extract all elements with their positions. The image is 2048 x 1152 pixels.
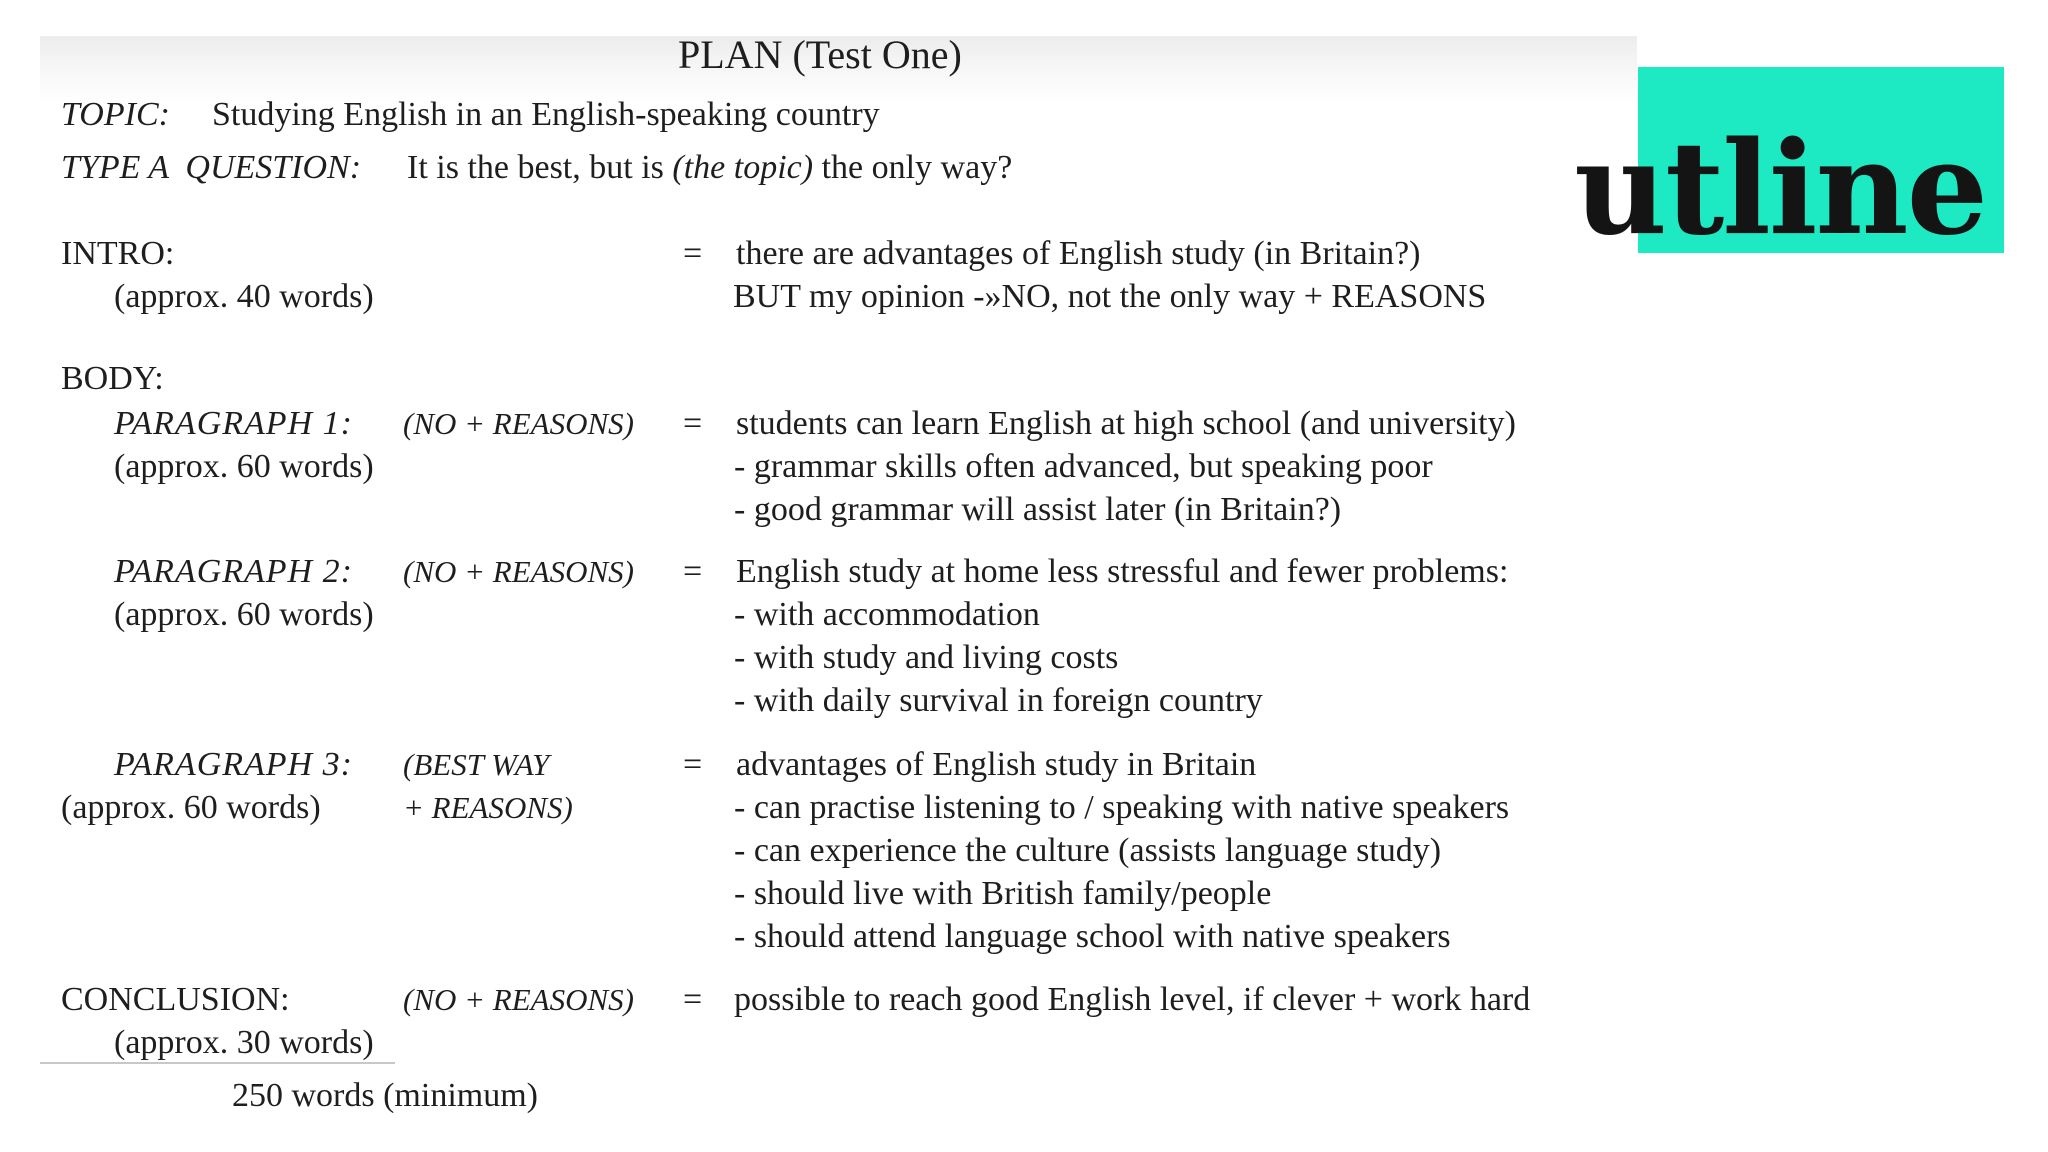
conclusion-tag: (NO + REASONS)	[403, 982, 635, 1017]
intro-equals: =	[683, 235, 703, 272]
paragraph2-tag: (NO + REASONS)	[403, 554, 635, 589]
question-label: TYPE A QUESTION:	[61, 149, 362, 186]
question-pre: It is the best, but is	[407, 149, 673, 186]
paragraph2-line: - with daily survival in foreign country	[734, 682, 1263, 719]
intro-label: INTRO:	[61, 235, 175, 272]
paragraph1-equals: =	[683, 405, 703, 442]
paragraph1-label: PARAGRAPH 1:	[114, 405, 353, 442]
body-label: BODY:	[61, 360, 164, 397]
paragraph3-line: - should live with British family/people	[734, 875, 1272, 912]
question-italic: (the topic)	[672, 149, 814, 186]
paragraph1-line: students can learn English at high school (and university)	[736, 405, 1516, 442]
paragraph2-label: PARAGRAPH 2:	[114, 553, 353, 590]
intro-line: BUT my opinion -»NO, not the only way + REASONS	[733, 278, 1487, 315]
topic-label: TOPIC:	[61, 96, 170, 133]
paragraph2-words: (approx. 60 words)	[114, 596, 374, 633]
question-post: the only way?	[813, 149, 1013, 186]
paragraph1-tag: (NO + REASONS)	[403, 406, 635, 441]
conclusion-words: (approx. 30 words)	[114, 1024, 374, 1061]
paragraph3-tag: + REASONS)	[403, 790, 573, 825]
divider-rule	[40, 1062, 395, 1064]
paragraph3-equals: =	[683, 746, 703, 783]
conclusion-line: possible to reach good English level, if clever + work hard	[734, 981, 1531, 1018]
intro-line: there are advantages of English study (in Britain?)	[736, 235, 1421, 272]
conclusion-equals: =	[683, 981, 703, 1018]
paragraph1-line: - good grammar will assist later (in Britain?)	[734, 491, 1342, 528]
paragraph2-line: - with accommodation	[734, 596, 1040, 633]
paragraph3-line: advantages of English study in Britain	[736, 746, 1257, 783]
conclusion-label: CONCLUSION:	[61, 981, 290, 1018]
paragraph2-line: English study at home less stressful and fewer problems:	[736, 553, 1509, 590]
outline-tag-text: utline	[1574, 114, 1986, 264]
paragraph3-line: - can experience the culture (assists language study)	[734, 832, 1442, 869]
question-text	[407, 148, 1012, 188]
paragraph3-line: - can practise listening to / speaking with native speakers	[734, 789, 1510, 826]
paragraph3-tag: (BEST WAY	[403, 747, 550, 782]
topic-text: Studying English in an English-speaking country	[212, 96, 880, 133]
outline-tag	[1574, 67, 2004, 264]
paragraph3-words: (approx. 60 words)	[61, 789, 321, 826]
paragraph3-line: - should attend language school with native speakers	[734, 918, 1451, 955]
paragraph1-words: (approx. 60 words)	[114, 448, 374, 485]
paragraph2-equals: =	[683, 553, 703, 590]
paragraph1-line: - grammar skills often advanced, but speaking poor	[734, 448, 1433, 485]
paragraph3-label: PARAGRAPH 3:	[114, 746, 353, 783]
total-words: 250 words (minimum)	[232, 1077, 538, 1114]
intro-words: (approx. 40 words)	[114, 278, 374, 315]
paragraph2-line: - with study and living costs	[734, 639, 1119, 676]
plan-title: PLAN (Test One)	[678, 32, 962, 77]
